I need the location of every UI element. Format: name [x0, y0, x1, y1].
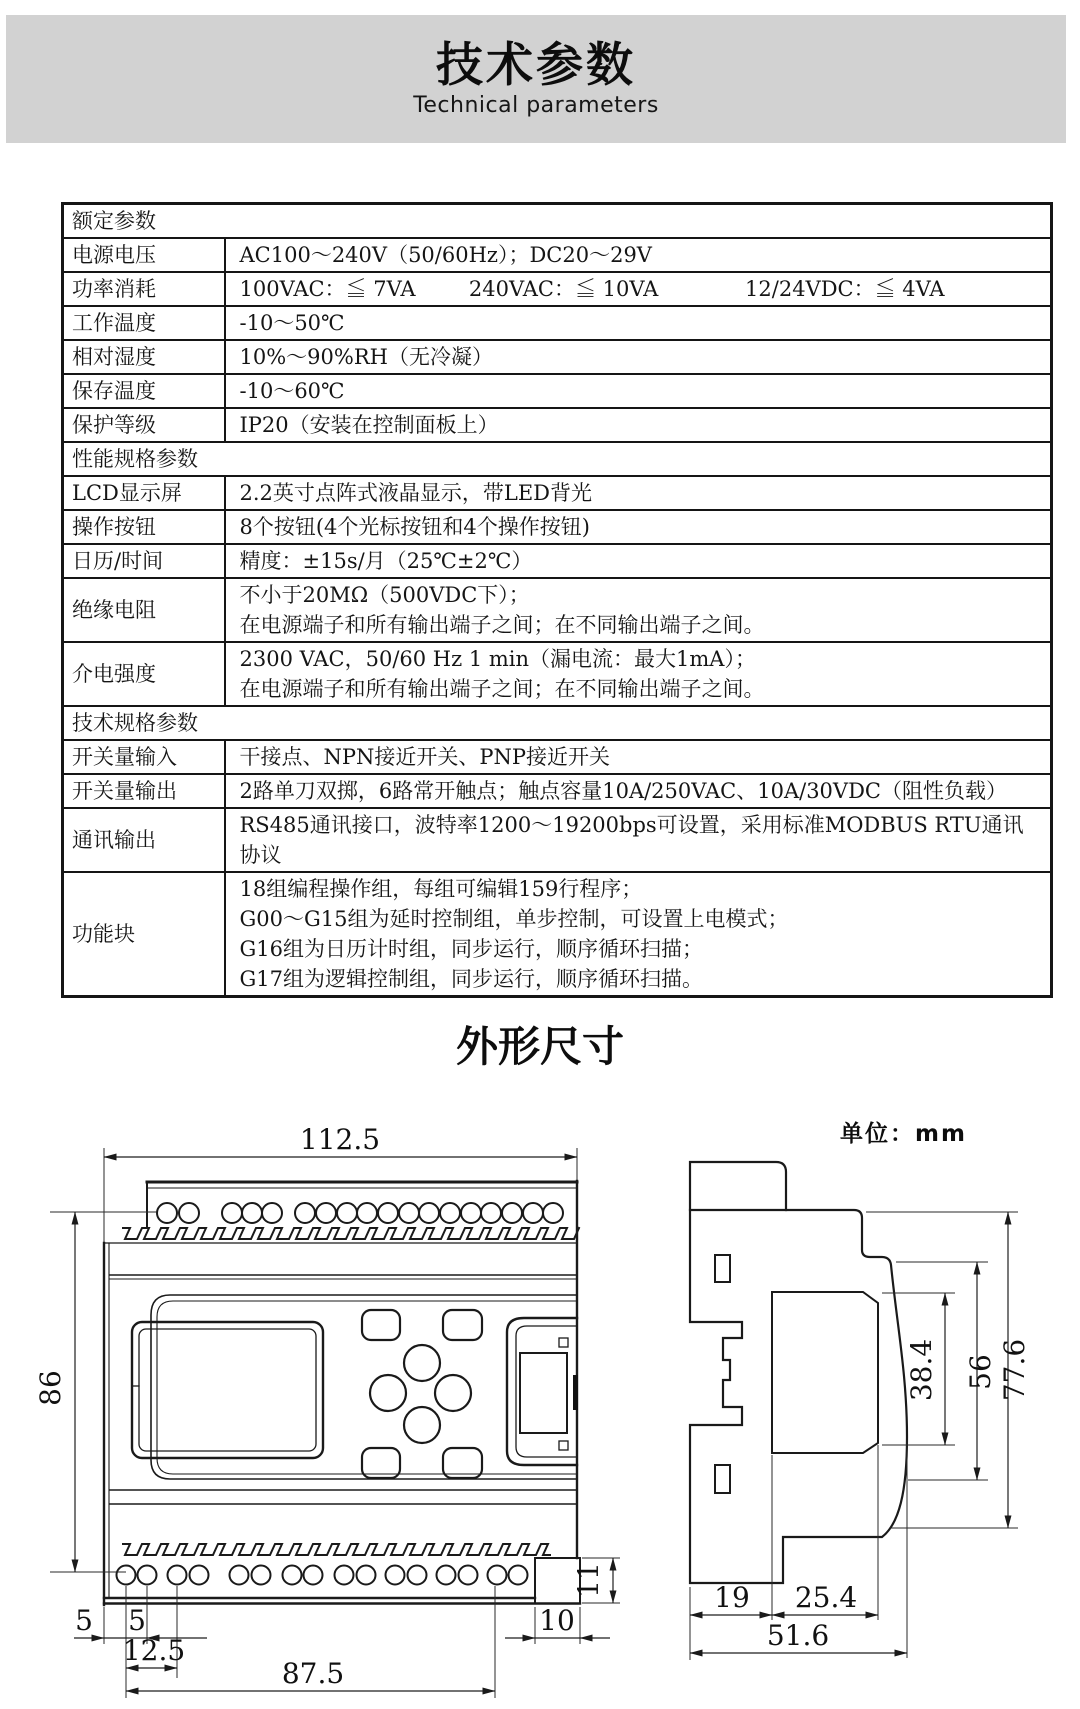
spec-section-header: 额定参数 — [63, 204, 1052, 239]
spec-value-line: AC100～240V（50/60Hz）；DC20～29V — [239, 243, 652, 267]
spec-label-cell: 电源电压 — [63, 238, 225, 272]
spec-label-cell: 介电强度 — [63, 642, 225, 706]
front-bezel-profile — [772, 1292, 878, 1453]
key-up — [404, 1345, 440, 1381]
connector-socket — [507, 1318, 578, 1465]
spec-row — [63, 510, 1052, 544]
spec-label-cell: 保护等级 — [63, 408, 225, 442]
spec-value-line: -10～60℃ — [239, 379, 345, 403]
spec-label-cell: 日历/时间 — [63, 544, 225, 578]
spec-value-cell — [225, 808, 1052, 872]
spec-label-cell: 保存温度 — [63, 374, 225, 408]
spec-row — [63, 872, 1052, 997]
spec-row — [63, 408, 1052, 442]
spec-value-line: G17组为逻辑控制组，同步运行，顺序循环扫描。 — [239, 967, 703, 991]
dim-label-19: 19 — [714, 1581, 750, 1614]
dim-label-5b: 5 — [128, 1604, 146, 1637]
dim-label-51-6: 51.6 — [766, 1619, 830, 1652]
spec-value-cell — [225, 340, 1052, 374]
spec-section-row — [63, 442, 1052, 476]
spec-table — [61, 202, 1053, 998]
spec-row — [63, 272, 1052, 306]
key-down — [404, 1407, 440, 1443]
spec-row — [63, 774, 1052, 808]
spec-value-line: 2.2英寸点阵式液晶显示，带LED背光 — [239, 481, 593, 505]
spec-value-line: G16组为日历计时组，同步运行，顺序循环扫描； — [239, 937, 703, 961]
spec-value-line: IP20（安装在控制面板上） — [239, 413, 499, 437]
spec-row — [63, 642, 1052, 706]
spec-value-line: 在电源端子和所有输出端子之间；在不同输出端子之间。 — [239, 613, 765, 637]
banner — [6, 15, 1066, 143]
spec-label-cell: 工作温度 — [63, 306, 225, 340]
spec-label-cell: 功率消耗 — [63, 272, 225, 306]
spec-value-cell — [225, 510, 1052, 544]
side-view-drawing — [620, 1100, 1080, 1700]
spec-row — [63, 544, 1052, 578]
spec-section-row — [63, 706, 1052, 740]
dim-label-56: 56 — [964, 1354, 997, 1390]
spec-row — [63, 476, 1052, 510]
side-vertical-dimensions — [866, 1212, 1031, 1528]
dim-label-5a: 5 — [75, 1604, 93, 1637]
key-top-right — [443, 1310, 482, 1340]
spec-value-cell — [225, 544, 1052, 578]
lcd-screen — [132, 1322, 323, 1458]
spec-value-line: 精度：±15s/月（25℃±2℃） — [239, 549, 533, 573]
spec-value-line: 2路单刀双掷，6路常开触点；触点容量10A/250VAC、10A/30VDC（阻性负载） — [239, 779, 1007, 803]
spec-value-cell — [225, 272, 1052, 306]
spec-value-cell — [225, 476, 1052, 510]
top-terminal-holes — [157, 1203, 563, 1223]
spec-value-cell — [225, 774, 1052, 808]
spec-row — [63, 306, 1052, 340]
page-title: 技术参数 — [436, 37, 636, 93]
keypad — [362, 1310, 482, 1478]
spec-label-cell: 功能块 — [63, 872, 225, 997]
spec-value-cell — [225, 740, 1052, 774]
dim-label-12-5: 12.5 — [122, 1634, 186, 1667]
spec-value-line: 8个按钮(4个光标按钮和4个操作按钮) — [239, 515, 590, 539]
spec-row — [63, 740, 1052, 774]
spec-value-cell — [225, 238, 1052, 272]
spec-value-line: 2300 VAC，50/60 Hz 1 min（漏电流：最大1mA）； — [239, 647, 756, 671]
spec-label-cell: 通讯输出 — [63, 808, 225, 872]
spec-value-line: 在电源端子和所有输出端子之间；在不同输出端子之间。 — [239, 677, 765, 701]
spec-row — [63, 238, 1052, 272]
spec-value-line: G00～G15组为延时控制组，单步控制，可设置上电模式； — [239, 907, 789, 931]
bottom-strip — [104, 1544, 580, 1604]
spec-value-line: 不小于20MΩ（500VDC下）； — [239, 583, 530, 607]
spec-label-cell: 开关量输出 — [63, 774, 225, 808]
side-bottom-dimensions — [690, 1440, 907, 1660]
spec-row — [63, 808, 1052, 872]
spec-label-cell: 相对湿度 — [63, 340, 225, 374]
dim-label-11: 11 — [572, 1562, 605, 1598]
clip-hole-lower — [715, 1465, 730, 1493]
spec-label-cell: LCD显示屏 — [63, 476, 225, 510]
spec-value-cell — [225, 408, 1052, 442]
spec-section-header: 技术规格参数 — [63, 706, 1052, 740]
spec-label-cell: 绝缘电阻 — [63, 578, 225, 642]
key-left — [370, 1375, 406, 1411]
spec-value-cell — [225, 374, 1052, 408]
dim-label-38-4: 38.4 — [905, 1338, 938, 1402]
key-top-left — [362, 1310, 400, 1340]
top-vent-zigzag — [123, 1228, 579, 1239]
spec-value-cell — [225, 872, 1052, 997]
page-subtitle: Technical parameters — [413, 93, 659, 119]
spec-value-line: 干接点、NPN接近开关、PNP接近开关 — [239, 745, 611, 769]
spec-value-line: RS485通讯接口，波特率1200～19200bps可设置，采用标准MODBUS RTU通讯协议 — [239, 813, 1024, 867]
spec-label-cell: 操作按钮 — [63, 510, 225, 544]
spec-value-cell — [225, 306, 1052, 340]
spec-value-line: 10%～90%RH（无冷凝） — [239, 345, 493, 369]
bottom-terminal-holes — [117, 1566, 528, 1585]
spec-label-cell: 开关量输入 — [63, 740, 225, 774]
dim-label-87-5: 87.5 — [281, 1657, 345, 1690]
dim-label-86: 86 — [34, 1370, 67, 1406]
spec-row — [63, 340, 1052, 374]
dim-label-77-6: 77.6 — [998, 1338, 1031, 1402]
spec-value-line: 100VAC：≦ 7VA 240VAC：≦ 10VA 12/24VDC：≦ 4VA — [239, 277, 945, 301]
dim-label-112-5: 112.5 — [299, 1123, 381, 1156]
outline-title: 外形尺寸 — [455, 1022, 624, 1071]
spec-section-row — [63, 204, 1052, 239]
clip-hole-upper — [715, 1255, 730, 1282]
spec-section-header: 性能规格参数 — [63, 442, 1052, 476]
bottom-vent-zigzag — [123, 1544, 550, 1555]
spec-value-line: -10～50℃ — [239, 311, 345, 335]
dim-label-25-4: 25.4 — [794, 1581, 858, 1614]
unit-label: 单位：mm — [840, 1121, 967, 1147]
key-right — [435, 1375, 471, 1411]
spec-value-cell — [225, 578, 1052, 642]
spec-row — [63, 374, 1052, 408]
spec-value-line: 18组编程操作组，每组可编辑159行程序； — [239, 877, 643, 901]
device-side-outline — [690, 1162, 907, 1583]
dim-label-10: 10 — [539, 1604, 575, 1637]
front-view-drawing — [30, 1030, 650, 1709]
spec-value-cell — [225, 642, 1052, 706]
spec-row — [63, 578, 1052, 642]
